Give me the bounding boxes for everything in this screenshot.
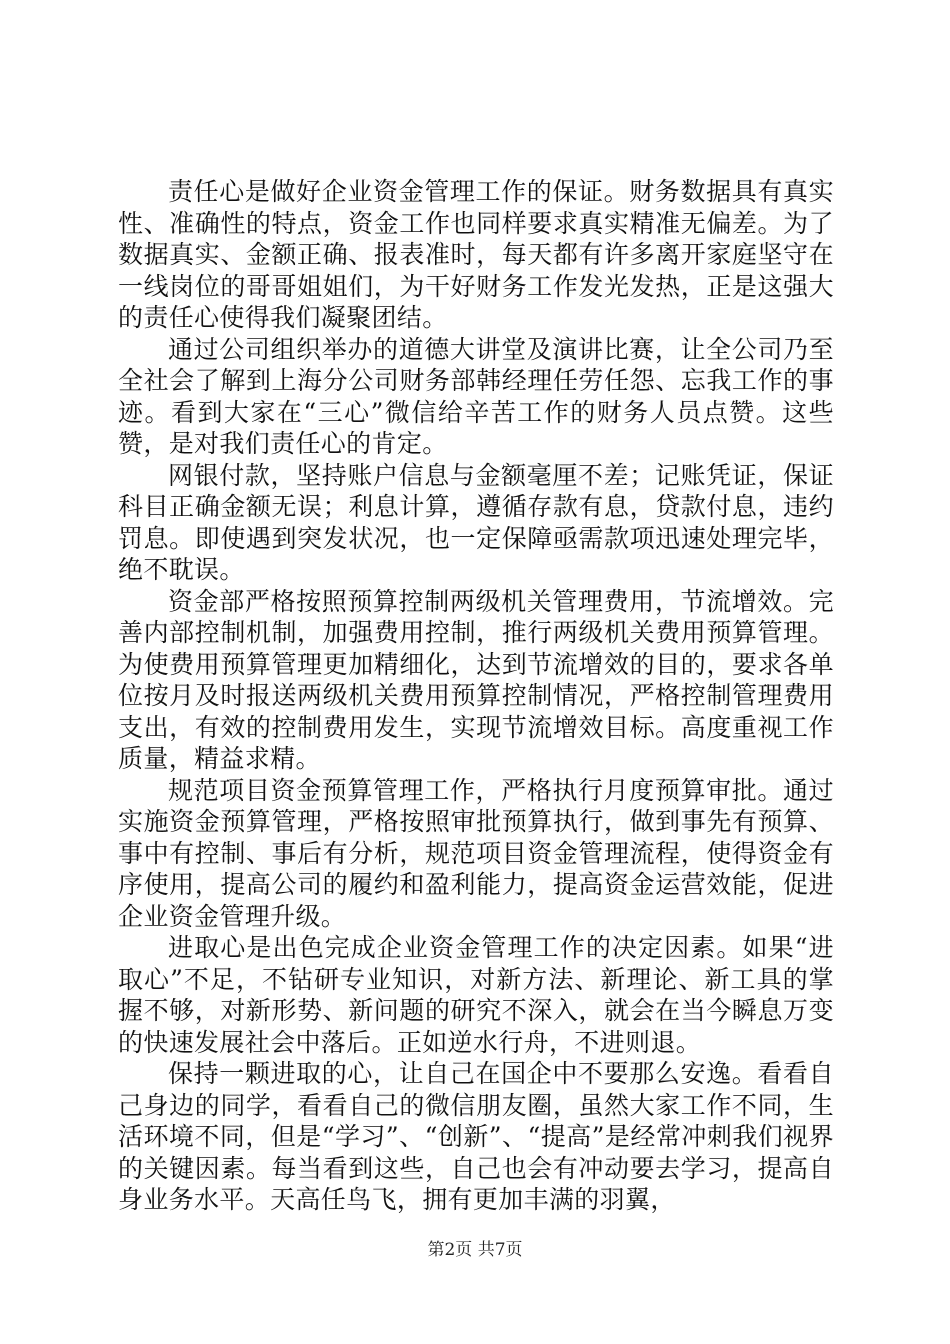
paragraph-responsibility: 责任心是做好企业资金管理工作的保证。财务数据具有真实性、准确性的特点，资金工作也同样要求真实精准无偏差。为了数据真实、金额正确、报表准时，每天都有许多离开家庭坚守在一线岗位的哥哥姐姐们，为干好财务工作发光发热，正是这强大的责任心使得我们凝聚团结。 <box>118 177 834 332</box>
paragraph-enterprising-spirit: 进取心是出色完成企业资金管理工作的决定因素。如果“进取心”不足，不钻研专业知识，对新方法、新理论、新工具的掌握不够，对新形势、新问题的研究不深入，就会在当今瞬息万变的快速发展社会中落后。正如逆水行舟，不进则退。 <box>118 933 834 1057</box>
paragraph-keep-progressing: 保持一颗进取的心，让自己在国企中不要那么安逸。看看自己身边的同学，看看自己的微信朋友圈，虽然大家工作不同，生活环境不同，但是“学习”、“创新”、“提高”是经常冲刺我们视界的关键因素。每当看到这些，自己也会有冲动要去学习，提高自身业务水平。天高任鸟飞，拥有更加丰满的羽翼， <box>118 1059 834 1214</box>
paragraph-online-banking: 网银付款，坚持账户信息与金额毫厘不差；记账凭证，保证科目正确金额无误；利息计算，遵循存款有息，贷款付息，违约罚息。即使遇到突发状况，也一定保障亟需款项迅速处理完毕，绝不耽误。 <box>118 460 834 584</box>
paragraph-budget-control: 资金部严格按照预算控制两级机关管理费用，节流增效。完善内部控制机制，加强费用控制，推行两级机关费用预算管理。为使费用预算管理更加精细化，达到节流增效的目的，要求各单位按月及时报送两级机关费用预算控制情况，严格控制管理费用支出，有效的控制费用发生，实现节流增效目标。高度重视工作质量，精益求精。 <box>118 586 834 773</box>
paragraph-project-budget: 规范项目资金预算管理工作，严格执行月度预算审批。通过实施资金预算管理，严格按照审批预算执行，做到事先有预算、事中有控制、事后有分析，规范项目资金管理流程，使得资金有序使用，提高公司的履约和盈利能力，提高资金运营效能，促进企业资金管理升级。 <box>118 775 834 931</box>
paragraph-lecture-events: 通过公司组织举办的道德大讲堂及演讲比赛，让全公司乃至全社会了解到上海分公司财务部韩经理任劳任怨、忘我工作的事迹。看到大家在“三心”微信给辛苦工作的财务人员点赞。这些赞，是对我们责任心的肯定。 <box>118 334 834 458</box>
page-number-footer: 第2页 共7页 <box>427 1240 523 1260</box>
document-body <box>118 176 834 1216</box>
